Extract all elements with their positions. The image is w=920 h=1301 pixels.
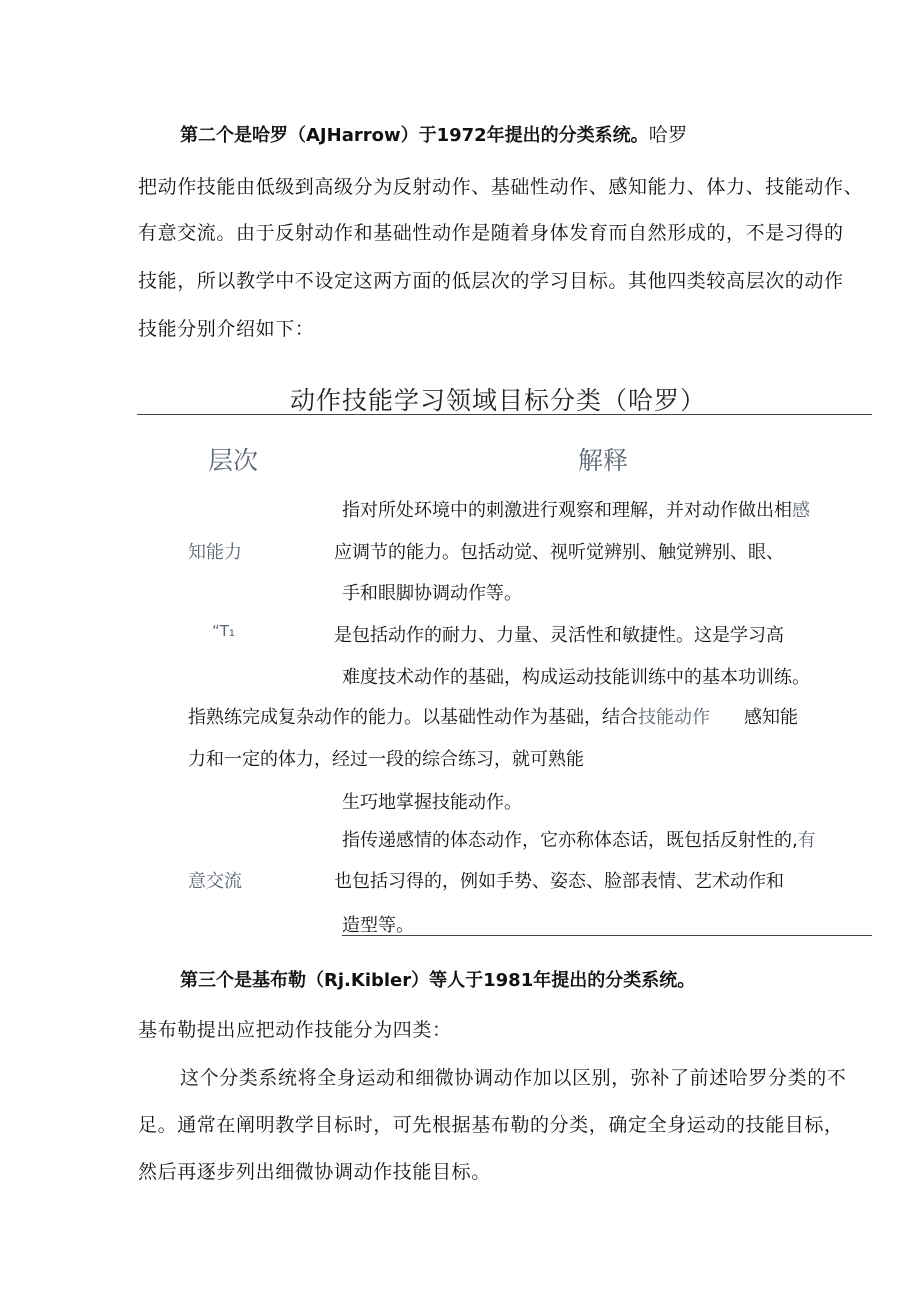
row2-level: “T₁ bbox=[212, 622, 235, 640]
row1-line-1: 指对所处环境中的刺激进行观察和理解，并对动作做出相感 bbox=[342, 500, 810, 521]
header-level: 层次 bbox=[208, 446, 259, 475]
outro-line-4: 足。通常在阐明教学目标时，可先根据基布勒的分类，确定全身运动的技能目标， bbox=[138, 1114, 844, 1136]
intro-line-5: 技能分别介绍如下： bbox=[138, 318, 315, 340]
row4-line-3: 造型等。 bbox=[342, 915, 414, 936]
row3-line-1: 指熟练完成复杂动作的能力。以基础性动作为基础，结合技能动作 感知能 bbox=[188, 707, 798, 728]
intro-line-1 bbox=[180, 120, 688, 147]
outro-line-5: 然后再逐步列出细微协调动作技能目标。 bbox=[138, 1161, 491, 1183]
intro-line-3: 有意交流。由于反射动作和基础性动作是随着身体发育而自然形成的，不是习得的 bbox=[138, 222, 844, 244]
outro-line-2: 基布勒提出应把动作技能分为四类： bbox=[138, 1019, 452, 1041]
row3-line-2: 力和一定的体力，经过一段的综合练习，就可熟能 bbox=[188, 749, 584, 770]
intro-line-4: 技能，所以教学中不设定这两方面的低层次的学习目标。其他四类较高层次的动作 bbox=[138, 270, 844, 292]
table-title: 动作技能学习领域目标分类（哈罗） bbox=[290, 386, 707, 415]
header-explain: 解释 bbox=[578, 446, 629, 475]
row4-line-2: 也包括习得的，例如手势、姿态、脸部表情、艺术动作和 bbox=[334, 871, 784, 892]
row4-line-1: 指传递感情的体态动作，它亦称体态话，既包括反射性的,有 bbox=[342, 830, 816, 851]
row1-level: 知能力 bbox=[188, 542, 242, 563]
row1-line-3: 手和眼脚协调动作等。 bbox=[342, 583, 522, 604]
outro-line-1: 第三个是基布勒（Rj.Kibler）等人于1981年提出的分类系统。 bbox=[180, 970, 696, 991]
intro-line-2: 把动作技能由低级到高级分为反射动作、基础性动作、感知能力、体力、技能动作、 bbox=[138, 176, 864, 198]
intro-line-1-tail: 哈罗 bbox=[648, 124, 688, 146]
row2-line-1: 是包括动作的耐力、力量、灵活性和敏捷性。这是学习高 bbox=[334, 625, 784, 646]
outro-line-3: 这个分类系统将全身运动和细微协调动作加以区别，弥补了前述哈罗分类的不 bbox=[180, 1067, 847, 1089]
table-top-rule bbox=[137, 414, 872, 415]
row4-level: 意交流 bbox=[188, 871, 242, 892]
row1-line-2: 应调节的能力。包括动觉、视听觉辨别、触觉辨别、眼、 bbox=[334, 542, 784, 563]
row2-line-2: 难度技术动作的基础，构成运动技能训练中的基本功训练。 bbox=[342, 667, 810, 688]
intro-bold-text: 第二个是哈罗（AJHarrow）于1972年提出的分类系统。 bbox=[180, 125, 649, 146]
row3-line-3: 生巧地掌握技能动作。 bbox=[342, 792, 522, 813]
table-bottom-rule bbox=[342, 935, 872, 936]
